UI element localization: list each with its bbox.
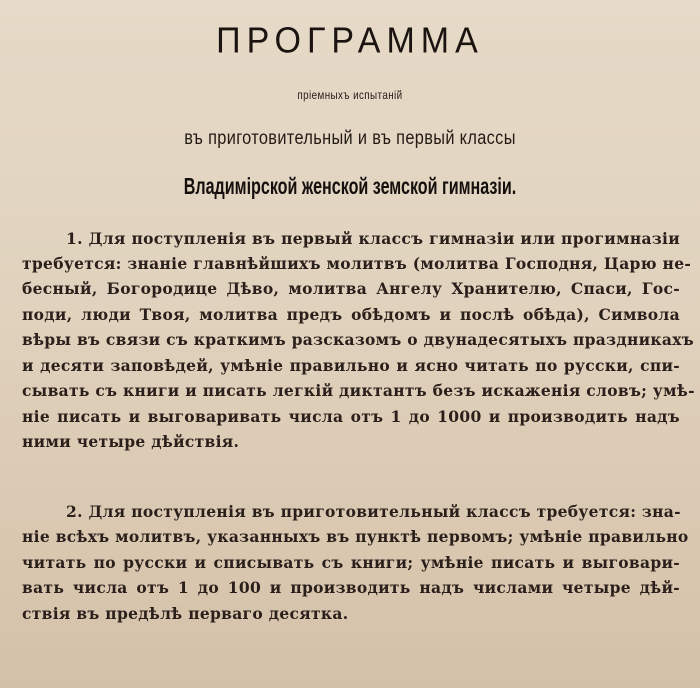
paragraph-line: и десяти заповѣдей, умѣніе правильно и ясно читать по русски, спи- xyxy=(22,356,680,375)
paragraph-line: поди, люди Твоя, молитва предъ обѣдомъ и послѣ обѣда), Символа xyxy=(22,305,680,324)
paragraph-line: читать по русски и списывать съ книги; умѣніе писать и выговари- xyxy=(22,553,680,572)
paragraph-line: 2. Для поступленія въ приготовительный классъ требуется: зна- xyxy=(66,502,681,521)
paragraph-line: ствія въ предѣлѣ перваго десятка. xyxy=(22,604,349,623)
paragraph-line: бесный, Богородице Дѣво, молитва Ангелу Хранителю, Спаси, Гос- xyxy=(22,279,680,298)
document-title: ПРОГРАММА xyxy=(216,21,484,61)
paragraph-line: вѣры въ связи съ краткимъ разсказомъ о двунадесятыхъ праздникахъ xyxy=(22,330,694,349)
paragraph-line: вать числа отъ 1 до 100 и производить надъ числами четыре дѣй- xyxy=(22,578,680,597)
document-subtitle-classes: въ приготовительный и въ первый классы xyxy=(184,128,516,149)
paragraph-line: требуется: знаніе главнѣйшихъ молитвъ (молитва Господня, Царю не- xyxy=(22,254,692,273)
paragraph-line: ними четыре дѣйствія. xyxy=(22,432,240,451)
paragraph-line: ніе всѣхъ молитвъ, указанныхъ въ пунктѣ первомъ; умѣніе правильно xyxy=(22,527,689,546)
paragraph-line: сывать съ книги и писать легкій диктантъ безъ искаженія словъ; умѣ- xyxy=(22,381,695,400)
paragraph-line: ніе писать и выговаривать числа отъ 1 до 1000 и производить надъ xyxy=(22,407,680,426)
school-name: Владимірской женской земской гимназіи. xyxy=(183,173,517,199)
document-subtitle: пріемныхъ испытаній xyxy=(297,88,403,102)
paragraph-line: 1. Для поступленія въ первый классъ гимназіи или прогимназіи xyxy=(66,229,680,248)
